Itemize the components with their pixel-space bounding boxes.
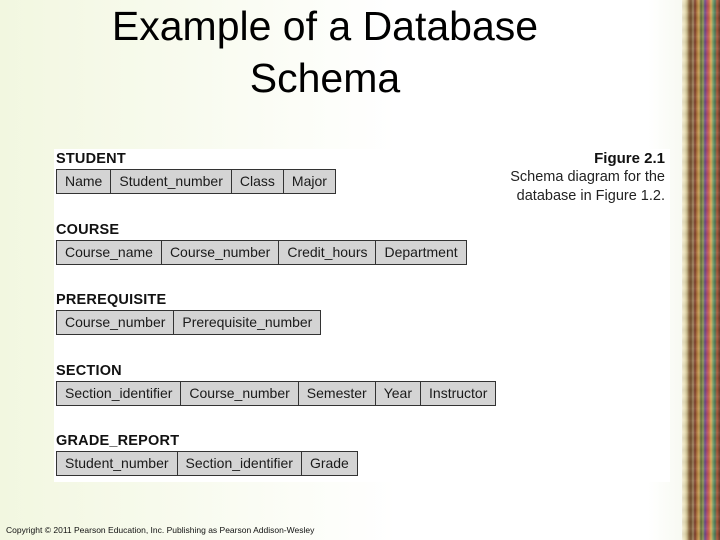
attribute-cell: Credit_hours <box>279 240 376 265</box>
relation-name: PREREQUISITE <box>56 292 167 308</box>
attribute-cell: Grade <box>302 451 358 476</box>
attribute-cell: Course_name <box>56 240 162 265</box>
attribute-cell: Prerequisite_number <box>174 310 321 335</box>
figure-number: Figure 2.1 <box>594 150 665 167</box>
figure-caption-line-1: Schema diagram for the <box>510 169 665 185</box>
figure-caption <box>510 149 665 206</box>
attribute-cell: Instructor <box>421 381 496 406</box>
relation-prerequisite <box>56 291 321 335</box>
slide-title-line-2: Schema <box>249 55 401 101</box>
attribute-cell: Department <box>376 240 466 265</box>
relation-grade-report <box>56 432 358 476</box>
slide-title <box>40 0 610 104</box>
attribute-row <box>56 240 467 265</box>
relation-section <box>56 362 496 406</box>
attribute-cell: Major <box>284 169 336 194</box>
figure-caption-line-2: database in Figure 1.2. <box>516 188 665 204</box>
relation-name: STUDENT <box>56 151 126 167</box>
attribute-cell: Section_identifier <box>56 381 181 406</box>
relation-student <box>56 150 336 194</box>
copyright-notice: Copyright © 2011 Pearson Education, Inc. Publishing as Pearson Addison-Wesley <box>6 525 315 535</box>
attribute-cell: Course_number <box>162 240 279 265</box>
relation-name: COURSE <box>56 222 120 238</box>
attribute-row <box>56 381 496 406</box>
attribute-cell: Name <box>56 169 111 194</box>
attribute-cell: Year <box>376 381 421 406</box>
relation-name: GRADE_REPORT <box>56 433 180 449</box>
attribute-cell: Class <box>232 169 284 194</box>
attribute-cell: Course_number <box>56 310 174 335</box>
relation-name: SECTION <box>56 363 122 379</box>
attribute-cell: Semester <box>299 381 376 406</box>
attribute-cell: Section_identifier <box>178 451 302 476</box>
attribute-row <box>56 310 321 335</box>
attribute-cell: Course_number <box>181 381 298 406</box>
attribute-cell: Student_number <box>111 169 232 194</box>
relation-course <box>56 221 467 265</box>
slide-title-line-1: Example of a Database <box>111 3 539 49</box>
decorative-strip-texture <box>682 0 720 540</box>
schema-figure <box>54 149 670 482</box>
attribute-cell: Student_number <box>56 451 178 476</box>
attribute-row <box>56 451 358 476</box>
attribute-row <box>56 169 336 194</box>
